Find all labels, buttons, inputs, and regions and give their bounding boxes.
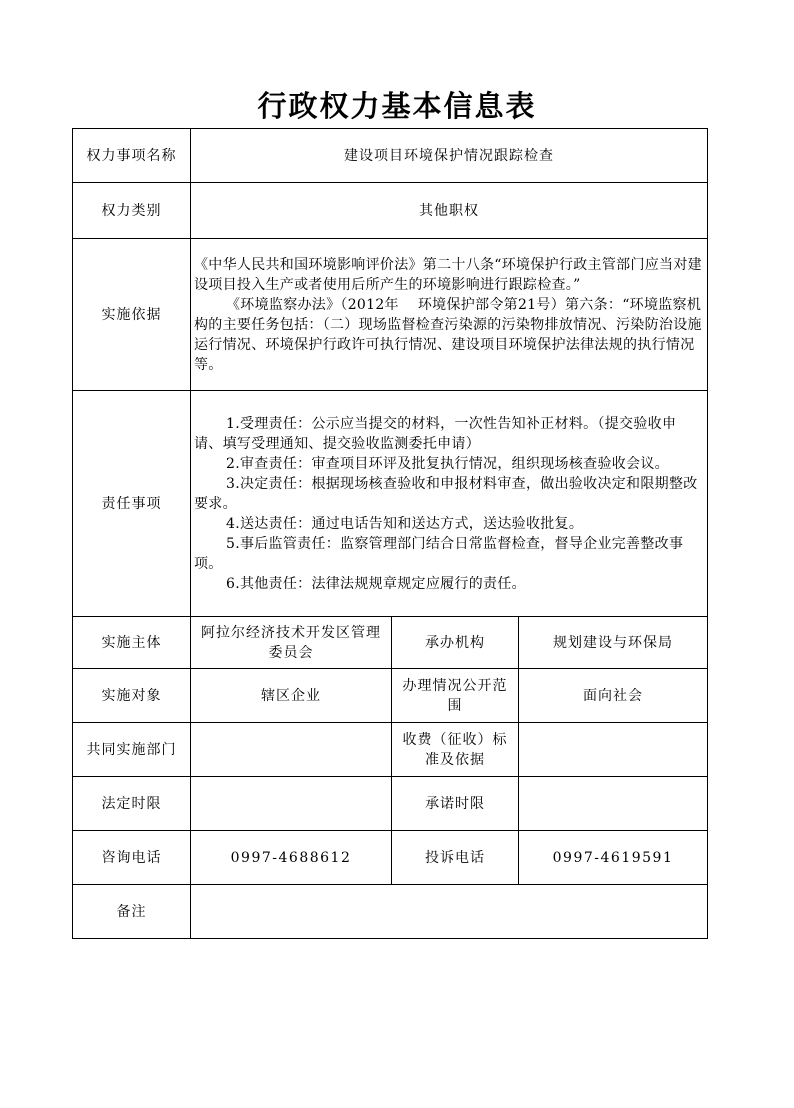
row-joint	[73, 723, 708, 777]
category-value: 其他职权	[191, 183, 708, 239]
row-target	[73, 669, 708, 723]
legal-time-label: 法定时限	[73, 777, 191, 831]
remarks-label: 备注	[73, 885, 191, 939]
subject-label: 实施主体	[73, 617, 191, 669]
target-label: 实施对象	[73, 669, 191, 723]
duty-item: 6.其他责任：法律法规规章规定应履行的责任。	[226, 575, 526, 592]
page-title: 行政权力基本信息表	[257, 89, 537, 123]
complaint-phone: 0997-4619591	[519, 831, 708, 885]
duty-label: 责任事项	[73, 391, 191, 617]
basis-paragraph: 《环境监察办法》（2012年 环境保护部令第21号）第六条：“环境监察机构的主要任务包括：（二）现场监督检查污染源的污染物排放情况、污染防治设施运行情况、环境保护行政许可执行情况、建设项目环境保护法律法规的执行情况等。	[194, 296, 702, 373]
legal-time-value	[191, 777, 392, 831]
row-duty	[73, 391, 708, 617]
name-value: 建设项目环境保护情况跟踪检查	[191, 129, 708, 183]
category-label: 权力类别	[73, 183, 191, 239]
complaint-label: 投诉电话	[392, 831, 519, 885]
row-time	[73, 777, 708, 831]
basis-value	[191, 239, 708, 391]
name-label: 权力事项名称	[73, 129, 191, 183]
promise-time-value	[519, 777, 708, 831]
agency-value: 规划建设与环保局	[519, 617, 708, 669]
row-category	[73, 183, 708, 239]
row-name	[73, 129, 708, 183]
subject-value: 阿拉尔经济技术开发区管理委员会	[191, 617, 392, 669]
fee-label: 收费（征收）标准及依据	[392, 723, 519, 777]
basis-label: 实施依据	[73, 239, 191, 391]
duty-item: 1.受理责任：公示应当提交的材料，一次性告知补正材料。（提交验收申请、填写受理通知、提交验收监测委托申请）	[194, 415, 677, 452]
row-basis	[73, 239, 708, 391]
disclosure-label: 办理情况公开范围	[392, 669, 519, 723]
duty-item: 5.事后监管责任：监察管理部门结合日常监督检查，督导企业完善整改事项。	[194, 535, 684, 572]
row-subject	[73, 617, 708, 669]
consult-phone: 0997-4688612	[191, 831, 392, 885]
fee-value	[519, 723, 708, 777]
duty-item: 3.决定责任：根据现场核查验收和申报材料审查，做出验收决定和限期整改要求。	[194, 475, 698, 512]
info-table	[72, 128, 708, 939]
row-phone	[73, 831, 708, 885]
target-value: 辖区企业	[191, 669, 392, 723]
joint-label: 共同实施部门	[73, 723, 191, 777]
disclosure-value: 面向社会	[519, 669, 708, 723]
joint-value	[191, 723, 392, 777]
duty-item: 4.送达责任：通过电话告知和送达方式，送达验收批复。	[226, 515, 584, 532]
promise-time-label: 承诺时限	[392, 777, 519, 831]
remarks-value	[191, 885, 708, 939]
basis-paragraph: 《中华人民共和国环境影响评价法》第二十八条“环境保护行政主管部门应当对建设项目投入生产或者使用后所产生的环境影响进行跟踪检查。”	[194, 256, 702, 293]
row-remarks	[73, 885, 708, 939]
consult-label: 咨询电话	[73, 831, 191, 885]
duty-item: 2.审查责任：审查项目环评及批复执行情况，组织现场核查验收会议。	[226, 455, 669, 472]
duty-value	[191, 391, 708, 617]
agency-label: 承办机构	[392, 617, 519, 669]
